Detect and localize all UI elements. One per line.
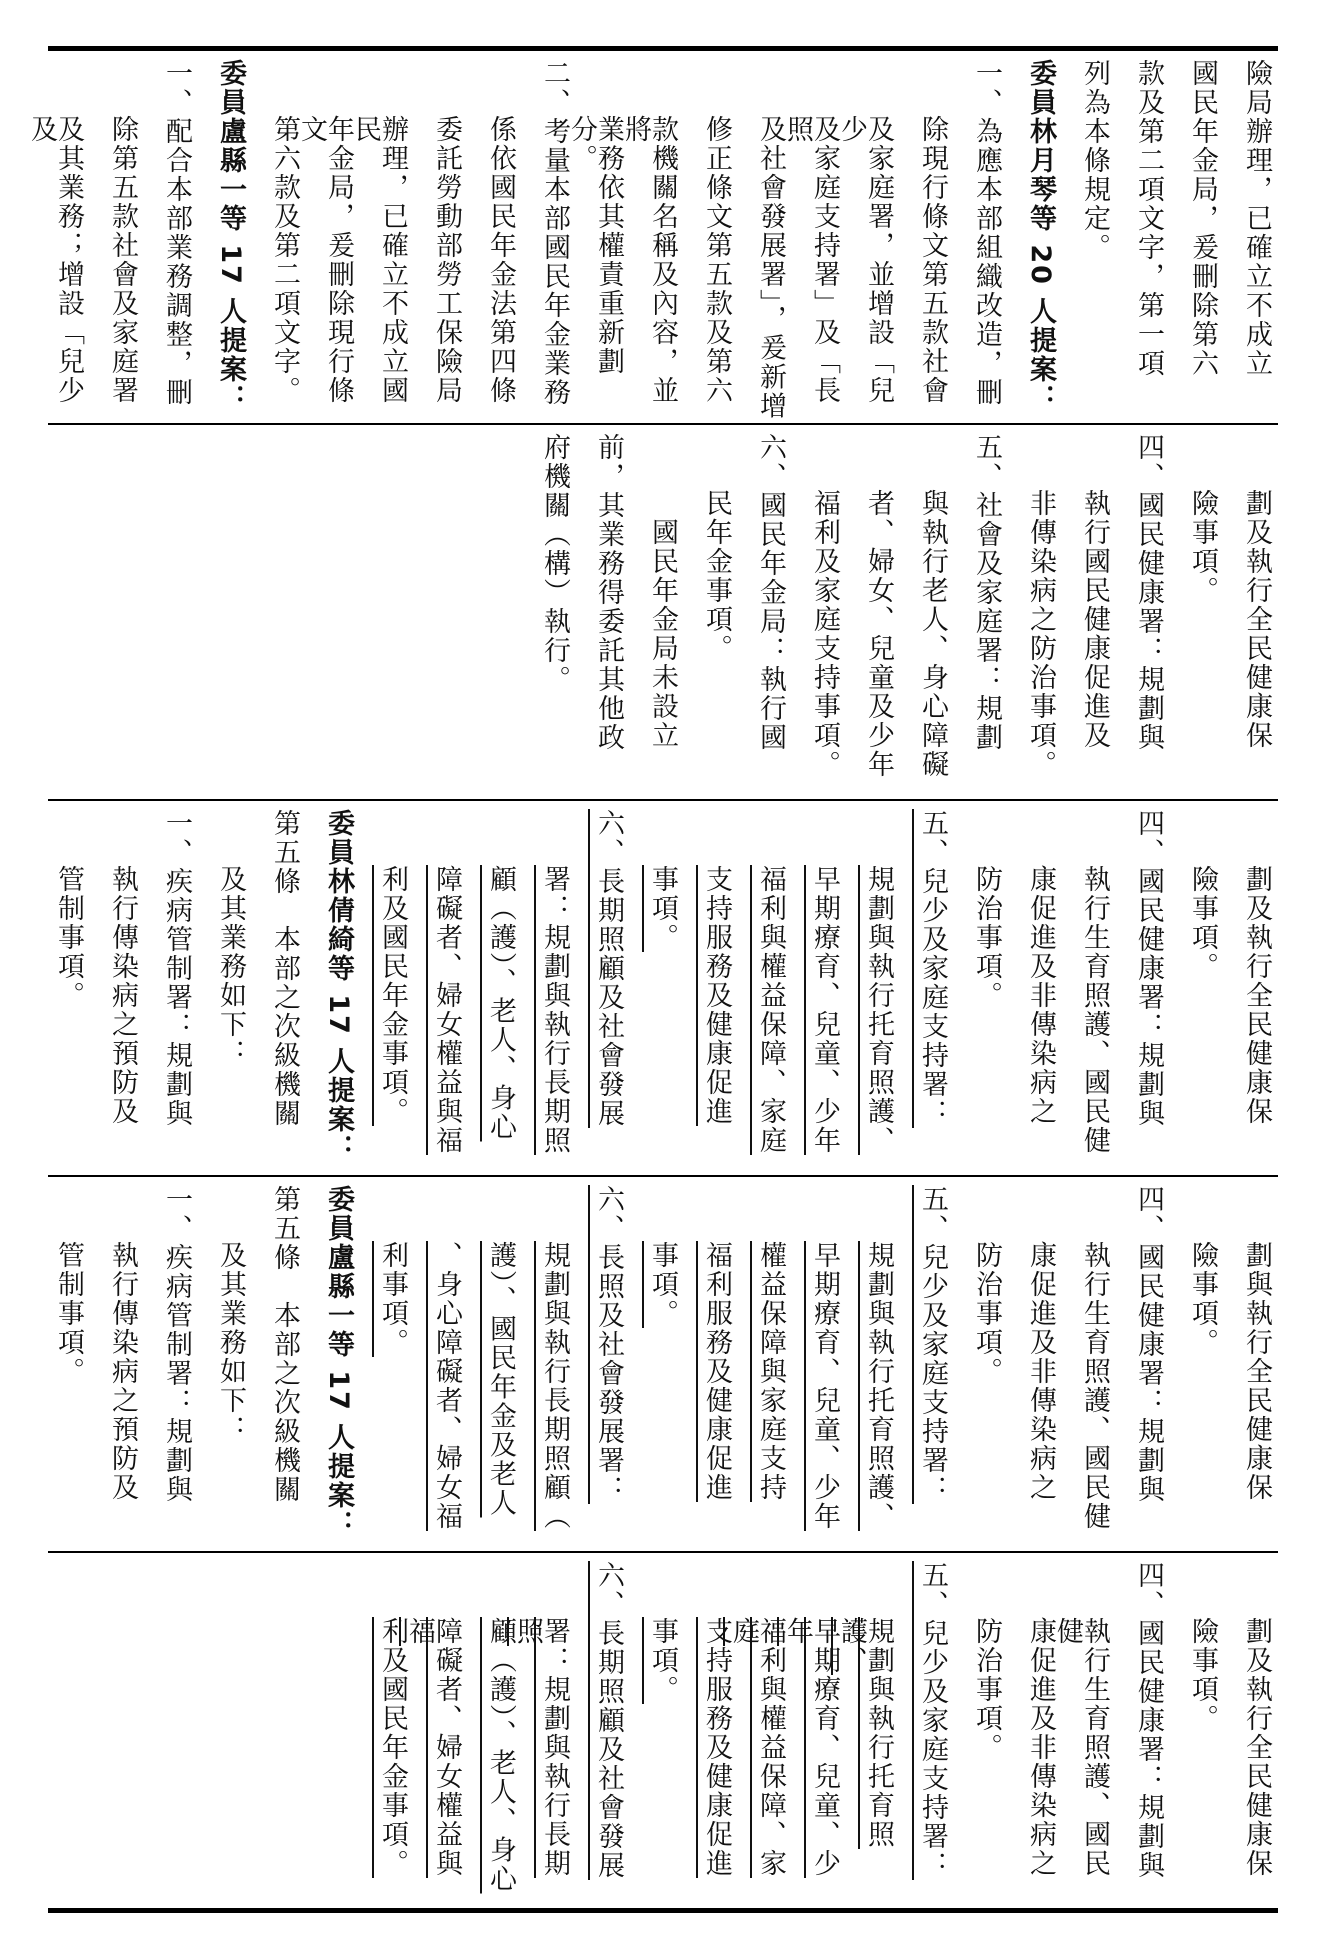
text-column: 修正條文第五款及第六 [701,115,732,405]
text-column: 款及第二項文字，第一項 [1133,59,1164,378]
text-column: 國民年金局，爰刪除第六 [1187,59,1218,378]
text-column: 府機關（構）執行。 [539,433,570,694]
text-column: 一、為應本部組織改造，刪 [971,59,1002,407]
text-column: 權益保障與家庭支持 [755,1241,786,1502]
text-column: 執行生育照護、國民健 [1079,1241,1110,1531]
text-column: 執行傳染病之預防及 [107,865,138,1126]
text-column: 年金局，爰刪除現行條文 [296,115,354,405]
band-3 [48,803,1278,1173]
text-column: 險事項。 [1187,865,1218,981]
text-column: 辦理，已確立不成立國民 [350,115,408,405]
divider-4 [48,1551,1278,1553]
text-column: 顧（護）、老人、身心 [485,1617,516,1894]
text-column: 福利與權益保障、家庭 [755,865,786,1155]
text-column: 六、國民年金局：執行國 [755,433,786,752]
text-column: 防治事項。 [971,1617,1002,1762]
text-column: 利事項。 [377,1241,408,1357]
text-column: 執行生育照護、國民健 [1052,1617,1110,1878]
text-column: 除現行條文第五款社會 [917,115,948,405]
text-column: 國民年金局未設立 [647,489,678,750]
text-column: 險局辦理，已確立不成立 [1241,59,1272,378]
text-column: 四、國民健康署：規劃與 [1133,433,1164,752]
band-4 [48,1179,1278,1549]
text-column: 險事項。 [1187,1617,1218,1733]
text-column: 四、國民健康署：規劃與 [1133,809,1164,1128]
text-column: 六、長照及社會發展署： [593,1185,624,1504]
text-column: 一、疾病管制署：規劃與 [161,1185,192,1504]
text-column: 係依國民年金法第四條 [485,115,516,405]
text-column: 一、配合本部業務調整，刪 [161,59,192,407]
text-column: 護）、國民年金及老人 [485,1241,516,1518]
text-column: 防治事項。 [971,1241,1002,1386]
text-column: 險事項。 [1187,1241,1218,1357]
text-column: 及家庭署，並增設「兒少 [836,115,894,405]
text-column: 及其業務；增設「兒少及 [26,115,84,405]
text-column: 事項。 [647,1617,678,1704]
text-column: 劃及執行全民健康保 [1241,1617,1272,1878]
text-column: 規劃與執行長期照顧（ [539,1241,570,1531]
text-column: 早期療育、兒童、少年 [809,1241,840,1531]
band-1-columns [26,53,1278,421]
text-column: 四、國民健康署：規劃與 [1133,1561,1164,1880]
text-column: 及社會發展署」，爰新增 [755,115,786,421]
text-column: 第五條 本部之次級機關 [269,809,300,1128]
band-5-columns [48,1555,1278,1905]
text-column: 署：規劃與執行長期照 [512,1617,570,1878]
text-column: 執行生育照護、國民健 [1079,865,1110,1155]
text-column: 康促進及非傳染病之 [1025,1617,1056,1878]
text-column: 福利及家庭支持事項。 [809,489,840,779]
text-column: 防治事項。 [971,865,1002,1010]
divider-3 [48,1175,1278,1177]
band-3-columns [48,803,1278,1173]
text-column: 一、疾病管制署：規劃與 [161,809,192,1128]
text-column: 支持服務及健康促進 [701,1617,732,1878]
text-column: 利及國民年金事項。 [377,1617,408,1878]
text-column: 列為本條規定。 [1079,59,1110,262]
text-column: 委員盧縣一等 17 人提案： [323,1185,354,1540]
text-column: 五、兒少及家庭支持署： [917,809,948,1128]
text-column: 執行傳染病之預防及 [107,1241,138,1502]
text-column: 事項。 [647,865,678,952]
divider-1 [48,423,1278,425]
text-column: 執行國民健康促進及 [1079,489,1110,750]
band-1 [26,53,1278,421]
text-column: 委員林倩綺等 17 人提案： [323,809,354,1164]
text-column: 委託勞動部勞工保險局 [431,115,462,405]
text-column: 劃與執行全民健康保 [1241,1241,1272,1502]
text-column: 委員盧縣一等 17 人提案： [215,59,246,414]
text-column: 五、社會及家庭署：規劃 [971,433,1002,752]
text-column: 管制事項。 [53,865,84,1010]
text-column: 管制事項。 [53,1241,84,1386]
band-2 [48,427,1278,797]
text-column: 規劃與執行托育照護、 [863,1241,894,1531]
text-column: 及家庭支持署」及「長照 [782,115,840,405]
text-column: 五、兒少及家庭支持署： [917,1185,948,1504]
text-column: 福利與權益保障、家庭 [728,1617,786,1878]
text-column: 事項。 [647,1241,678,1328]
text-column: 顧（護）、老人、身心 [485,865,516,1142]
text-column: 民年金事項。 [701,489,732,663]
band-5 [48,1555,1278,1905]
text-column: 除第五款社會及家庭署 [107,115,138,405]
text-column: 康促進及非傳染病之 [1025,1241,1056,1502]
text-column: 六、長期照顧及社會發展 [593,809,624,1128]
text-column: 康促進及非傳染病之 [1025,865,1056,1126]
text-column: 規劃與執行托育照護、 [863,865,894,1155]
bottom-rule [48,1908,1278,1913]
text-column: 與執行老人、身心障礙 [917,489,948,779]
text-column: 劃及執行全民健康保 [1241,489,1272,750]
band-4-columns [48,1179,1278,1549]
text-column: 委員林月琴等 20 人提案： [1025,59,1056,414]
band-2-columns [48,427,1278,797]
text-column: 規劃與執行托育照護、 [836,1617,894,1849]
text-column: 障礙者、婦女權益與福 [404,1617,462,1878]
text-column: 二、考量本部國民年金業務 [539,59,570,407]
text-column: 第五條 本部之次級機關 [269,1185,300,1504]
text-column: 及其業務如下： [215,865,246,1068]
text-column: 業務依其權責重新劃分。 [566,115,624,376]
text-column: 福利服務及健康促進 [701,1241,732,1502]
text-column: 及其業務如下： [215,1241,246,1444]
text-column: 六、長期照顧及社會發展 [593,1561,624,1880]
top-rule [48,46,1278,51]
text-column: 者、婦女、兒童及少年 [863,489,894,779]
text-column: 四、國民健康署：規劃與 [1133,1185,1164,1504]
text-column: 、身心障礙者、婦女福 [431,1241,462,1531]
text-column: 早期療育、兒童、少年 [782,1617,840,1878]
text-column: 五、兒少及家庭支持署： [917,1561,948,1880]
text-column: 障礙者、婦女權益與福 [431,865,462,1155]
text-column: 前，其業務得委託其他政 [593,433,624,752]
text-column: 署：規劃與執行長期照 [539,865,570,1155]
text-column: 劃及執行全民健康保 [1241,865,1272,1126]
text-column: 款機關名稱及內容，並將 [620,115,678,405]
text-column: 支持服務及健康促進 [701,865,732,1126]
text-column: 早期療育、兒童、少年 [809,865,840,1155]
text-column: 利及國民年金事項。 [377,865,408,1126]
text-column: 險事項。 [1187,489,1218,605]
text-column: 第六款及第二項文字。 [269,115,300,405]
text-column: 非傳染病之防治事項。 [1025,489,1056,779]
divider-2 [48,799,1278,801]
